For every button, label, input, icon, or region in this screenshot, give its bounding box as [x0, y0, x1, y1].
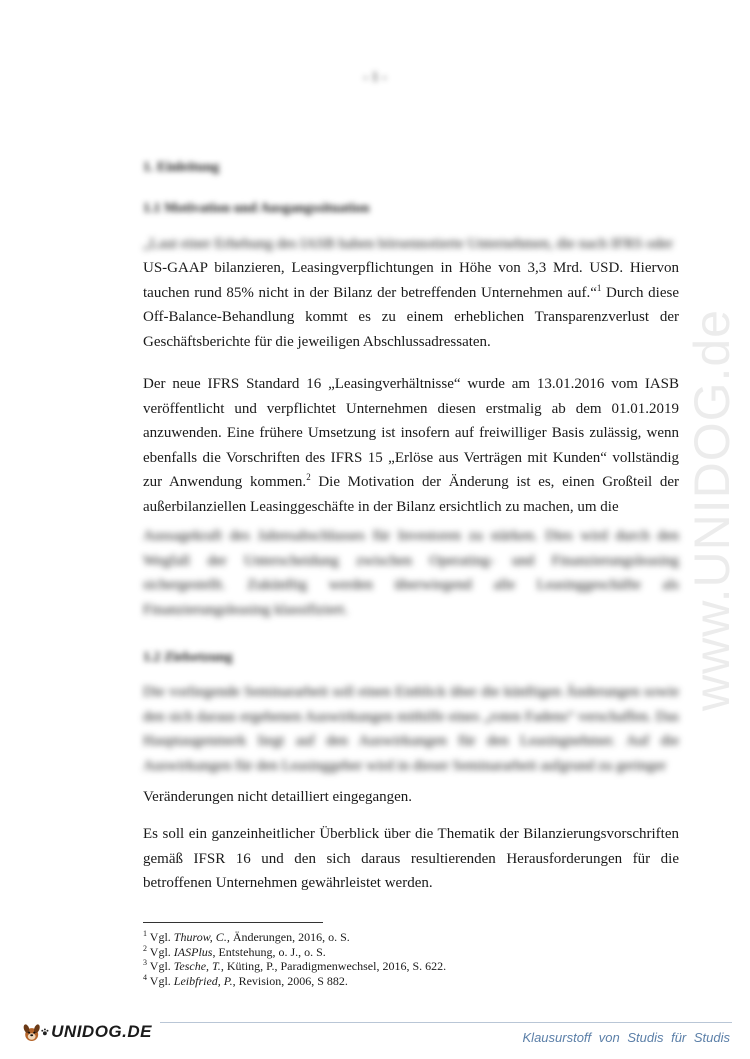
footnote-1-pre: Vgl.: [147, 930, 174, 944]
unidog-logo[interactable]: [22, 1012, 152, 1052]
page-number: - 1 -: [363, 70, 387, 85]
footnote-3-author: Tesche, T.: [173, 959, 221, 973]
paw-icon: [41, 1026, 49, 1038]
heading-einleitung: 1. Einleitung: [143, 160, 220, 175]
p1-line-3: Off-Balance-Behandlung kommt es zu einem erheblichen Transparenzverlust der: [143, 309, 679, 325]
paragraph-1: [143, 256, 679, 354]
footnote-2-num: 2: [143, 943, 147, 953]
cut-line: Veränderungen nicht detailliert eingegangen.: [143, 791, 413, 805]
footnotes: [143, 930, 683, 988]
footnote-2-post: , Entstehung, o. J., o. S.: [212, 944, 326, 959]
footnote-separator: [143, 922, 323, 923]
p2-tail: Die Motivation der Änderung ist es, einen Großteil der außerbilanziellen Leasinggeschäfte in der Bilanz ersichtlich zu machen, um die: [143, 474, 679, 515]
footnote-2-pre: Vgl.: [147, 944, 174, 959]
p1-line-2: [143, 281, 679, 306]
footnote-1-num: 1: [143, 929, 147, 938]
dog-icon: [22, 1015, 41, 1049]
cut-line-wrapper: [143, 791, 679, 811]
footnote-3-pre: Vgl.: [147, 959, 174, 973]
footer-tagline: Klausurstoff von Studis für Studis: [522, 1030, 730, 1045]
heading-motivation: 1.1 Motivation und Ausgangssituation: [143, 201, 370, 216]
footnote-ref-2: 2: [306, 472, 311, 482]
paragraph-zielsetzung: Es soll ein ganzeinheitlicher Überblick über die Thematik der Bilanzierungsvorschriften gemäß IFSR 16 und den sich daraus resultierenden Herausforderungen für die betroffenen Unternehmen gewährleistet werden.: [143, 826, 679, 891]
blurred-intro-line: „Laut einer Erhebung des IASB haben börsennotierte Unternehmen, die nach IFRS oder: [143, 236, 673, 252]
footnote-4-post: , Revision, 2006, S 882.: [232, 973, 348, 988]
footnote-4-num: 4: [143, 972, 147, 982]
blurred-paragraph-1: Aussagekraft des Jahresabschlusses für Investoren zu stärken. Dies wird durch den Wegfall der Unterscheidung zwischen Operating- und Finanzierungsleasing sichergestellt. Zukünftig werden überwiegend alle Leasinggeschäfte als Finanzierungsleasing klassifiziert.: [143, 528, 679, 618]
heading-zielsetzung: 1.2 Zielsetzung: [143, 650, 233, 665]
footnote-4-author: Leibfried, P.: [173, 973, 233, 988]
footer-rule: [160, 1022, 732, 1023]
p1-line-4: Geschäftsberichte für die jeweiligen Abschlussadressaten.: [143, 333, 491, 350]
footnote-2: [143, 945, 683, 960]
footnote-1: [143, 930, 683, 945]
p1-line-1: US-GAAP bilanzieren, Leasingverpflichtungen in Höhe von 3,3 Mrd. USD. Hiervon: [143, 260, 679, 276]
p2-text: Der neue IFRS Standard 16 „Leasingverhältnisse“ wurde am 13.01.2016 vom IASB veröffentlicht und verpflichtet Unternehmen diesen erstmalig ab dem 01.01.2019 anzuwenden. Eine frühere Umsetzung ist insofern auf freiwilliger Basis zulässig, wenn ebenfalls die Vorschriften des IFRS 15 „Erlöse aus Verträgen mit Kunden“ vollständig zur Anwendung kommen.: [143, 376, 679, 490]
footnote-4-pre: Vgl.: [147, 973, 174, 988]
logo-text: UNIDOG.DE: [51, 1022, 152, 1041]
p1-line-2-text: tauchen rund 85% nicht in der Bilanz der betreffenden Unternehmen auf.“: [143, 284, 597, 301]
footnote-1-author: Thurow, C.,: [173, 930, 230, 944]
footnote-2-author: IASPlus: [173, 944, 213, 959]
watermark-text: www.UNIDOG.de: [684, 309, 740, 711]
paragraph-2: [143, 372, 679, 519]
footnote-3: [143, 959, 683, 974]
footnote-3-num: 3: [143, 958, 147, 967]
footnote-3-post: , Küting, P., Paradigmenwechsel, 2016, S. 622.: [220, 959, 447, 973]
footnote-4: [143, 974, 683, 989]
footnote-ref-1: 1: [596, 282, 602, 293]
p1-line-2-tail: Durch diese: [601, 284, 679, 301]
footnote-1-post: Änderungen, 2016, o. S.: [229, 930, 350, 944]
blurred-paragraph-2: Die vorliegende Seminararbeit soll einen Einblick über die künftigen Änderungen sowie den sich daraus ergebenen Auswirkungen mithilfe eines „roten Fadens“ verschaffen. Das Hauptaugenmerk liegt auf den Auswirkungen für den Leasingnehmer. Auf die Auswirkungen für den Leasinggeber wird in dieser Seminararbeit aufgrund zu geringer: [143, 684, 679, 774]
